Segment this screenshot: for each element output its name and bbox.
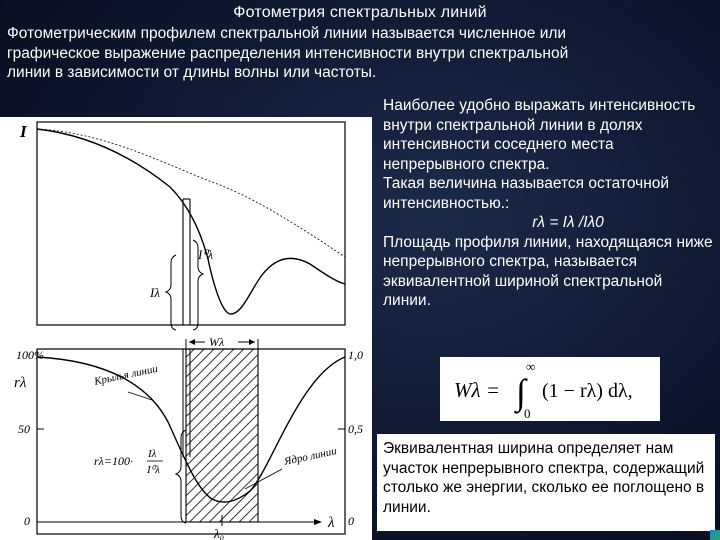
width-label: Wλ [209,335,225,349]
slide-title: Фотометрия спектральных линий [233,4,487,21]
wings-label: Крылья линии [93,362,159,388]
lambda-axis-arrow-icon [314,519,322,525]
width-arrowhead-right-icon [249,339,255,345]
residual-intensity-formula: rλ = Iλ /Iλ0 [532,214,604,231]
right-column-text [383,96,713,311]
ratio-denominator: I⁰λ [147,464,160,476]
line-intensity-brace [166,255,176,330]
width-arrowhead-left-icon [189,339,195,345]
corner-decoration [710,530,720,540]
formula-integrand: (1 − rλ) dλ, [542,380,633,402]
area-paragraph: Площадь профиля линии, находящаяся ниже непрерывного спектра, называется эквивалентной шириной спектральной линии. [383,233,713,309]
right-paragraph-2: Такая величина называется остаточной интенсивностью.: [383,175,670,212]
right-tick-0: 0 [348,514,354,528]
right-tick-1: 1,0 [348,348,363,362]
right-tick-half: 0,5 [348,422,363,436]
right-paragraph-1: Наиболее удобно выражать интенсивность внутри спектральной линии в долях интенсивности соседнего места непрерывного спектра. [383,97,696,173]
bottom-y-axis-label: rλ [14,375,27,391]
left-tick-100: 100% [16,348,44,362]
equivalent-width-formula [440,357,660,421]
formula-lower-limit: 0 [524,406,531,421]
equivalent-width-explanation: Эквивалентная ширина определяет нам участок непрерывного спектра, содержащий столько же энергии, сколько ее поглощено в линии. [377,434,715,531]
lambda-axis-label: λ [328,515,335,531]
equivalent-width-rectangle [186,349,258,522]
left-tick-50: 50 [18,422,30,436]
ratio-prefix: rλ=100· [94,454,133,468]
core-label: Ядро линии [283,445,338,468]
continuum-dashed-line [37,129,345,257]
integral-sign-icon: ∫ [516,372,526,412]
top-panel-frame [37,122,345,325]
line-profile-figure [0,117,372,540]
label-line-intensity: Iλ [150,285,160,300]
left-tick-0: 0 [24,514,30,528]
ratio-numerator: Iλ [148,448,157,460]
top-y-axis-label: I [20,122,27,141]
intensity-profile-curve [37,129,345,314]
formula-upper-limit: ∞ [526,359,536,374]
formula-lhs: Wλ = [454,378,501,402]
label-continuum-intensity: I⁰λ [198,247,214,262]
intro-paragraph: Фотометрическим профилем спектральной линии называется численное или графическое выражение распределения интенсивности внутри спектральной линии в зависимости от длины волны или частоты. [7,25,569,81]
center-wavelength-label: λ₀ [214,526,225,540]
